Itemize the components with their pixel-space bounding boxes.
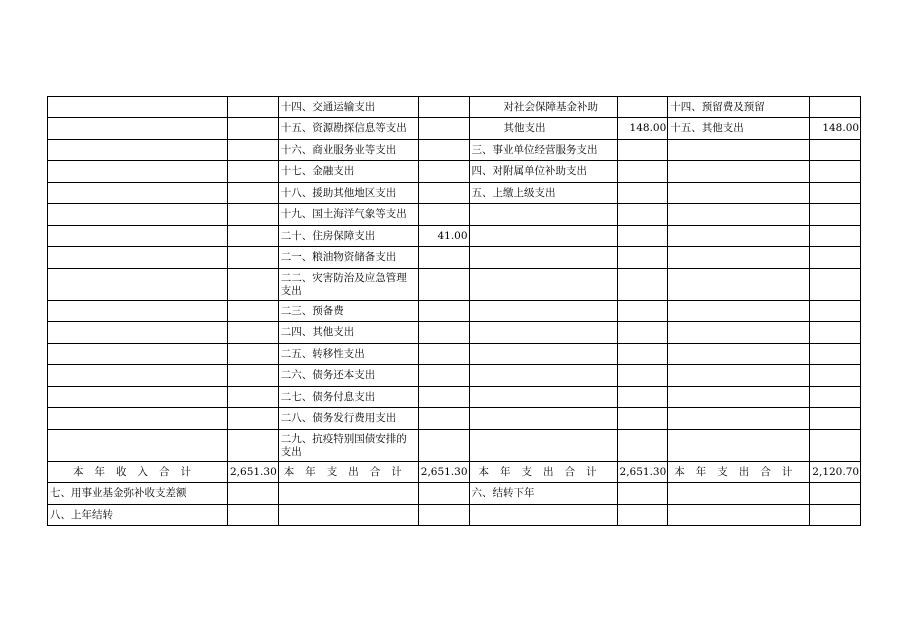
expense-nature-amount-cell <box>617 483 668 505</box>
expense-economic-amount-cell: 148.00 <box>810 118 861 140</box>
income-item-cell <box>48 204 228 226</box>
income-item-cell <box>48 301 228 322</box>
expense-economic-amount-cell <box>810 408 861 430</box>
income-item-cell <box>48 408 228 430</box>
income-total-amount: 2,651.30 <box>228 462 279 483</box>
expense-function-amount-cell <box>418 301 469 322</box>
expense-nature-amount-cell <box>617 97 668 118</box>
income-amount-cell <box>228 322 279 344</box>
income-item-cell <box>48 183 228 204</box>
expense-economic-amount-cell <box>810 344 861 365</box>
income-amount-cell <box>228 140 279 161</box>
expense-function-cell: 二三、预备费 <box>278 301 418 322</box>
expense-economic-cell <box>668 226 810 247</box>
income-total-label: 本年收入合计 <box>48 462 228 483</box>
income-amount-cell <box>228 226 279 247</box>
expense-economic-amount-cell <box>810 183 861 204</box>
expense-function-amount-cell <box>418 344 469 365</box>
expense-function-amount-cell <box>418 505 469 526</box>
income-amount-cell <box>228 204 279 226</box>
expense-economic-cell <box>668 505 810 526</box>
expense-economic-cell <box>668 204 810 226</box>
expense-function-cell: 十四、交通运输支出 <box>278 97 418 118</box>
expense-economic-amount-cell <box>810 483 861 505</box>
expense-function-cell: 二九、抗疫特别国债安排的支出 <box>278 430 418 462</box>
expense-nature-cell <box>469 226 617 247</box>
expense-economic-cell <box>668 408 810 430</box>
income-amount-cell <box>228 247 279 269</box>
income-item-cell <box>48 226 228 247</box>
expense-function-cell: 二八、债务发行费用支出 <box>278 408 418 430</box>
expense-nature-amount-cell <box>617 204 668 226</box>
table-row <box>48 344 861 365</box>
income-item-cell: 八、上年结转 <box>48 505 228 526</box>
expense-nature-cell <box>469 322 617 344</box>
expense-economic-amount-cell <box>810 247 861 269</box>
expense-nature-amount-cell <box>617 301 668 322</box>
table-row <box>48 140 861 161</box>
expense-nature-cell <box>469 301 617 322</box>
expense-function-cell: 二四、其他支出 <box>278 322 418 344</box>
income-amount-cell <box>228 365 279 387</box>
table-row <box>48 322 861 344</box>
expense-economic-cell <box>668 344 810 365</box>
expense-function-amount-cell: 41.00 <box>418 226 469 247</box>
expense-nature-amount-cell <box>617 344 668 365</box>
expense-economic-amount-cell <box>810 140 861 161</box>
expense-function-amount-cell <box>418 204 469 226</box>
income-item-cell <box>48 322 228 344</box>
expense-function-amount-cell <box>418 387 469 408</box>
expense-nature-amount-cell <box>617 322 668 344</box>
table-row <box>48 430 861 462</box>
expense-function-cell: 二七、债务付息支出 <box>278 387 418 408</box>
expense-function-cell: 十六、商业服务业等支出 <box>278 140 418 161</box>
table-row <box>48 505 861 526</box>
expense-nature-amount-cell <box>617 387 668 408</box>
expense-economic-cell <box>668 387 810 408</box>
expense-economic-cell <box>668 247 810 269</box>
income-item-cell <box>48 269 228 301</box>
expense-economic-amount-cell <box>810 161 861 183</box>
expense-nature-amount-cell <box>617 505 668 526</box>
income-amount-cell <box>228 408 279 430</box>
income-item-cell <box>48 247 228 269</box>
expense-economic-total-amount: 2,120.70 <box>810 462 861 483</box>
expense-function-cell: 二五、转移性支出 <box>278 344 418 365</box>
table-row <box>48 247 861 269</box>
table-row <box>48 204 861 226</box>
expense-economic-cell <box>668 322 810 344</box>
expense-economic-amount-cell <box>810 301 861 322</box>
expense-nature-cell <box>469 387 617 408</box>
expense-function-cell: 二十、住房保障支出 <box>278 226 418 247</box>
expense-function-cell: 十五、资源勘探信息等支出 <box>278 118 418 140</box>
expense-function-amount-cell <box>418 118 469 140</box>
expense-nature-cell <box>469 344 617 365</box>
table-row <box>48 97 861 118</box>
expense-function-amount-cell <box>418 183 469 204</box>
expense-nature-cell <box>469 204 617 226</box>
expense-economic-amount-cell <box>810 505 861 526</box>
expense-economic-amount-cell <box>810 387 861 408</box>
expense-nature-cell <box>469 247 617 269</box>
expense-economic-cell: 十五、其他支出 <box>668 118 810 140</box>
expense-economic-cell <box>668 183 810 204</box>
expense-function-cell: 十八、援助其他地区支出 <box>278 183 418 204</box>
expense-nature-amount-cell <box>617 183 668 204</box>
income-item-cell <box>48 140 228 161</box>
income-item-cell <box>48 387 228 408</box>
expense-nature-amount-cell <box>617 408 668 430</box>
budget-table <box>47 96 861 526</box>
expense-nature-total-amount: 2,651.30 <box>617 462 668 483</box>
expense-function-cell: 二六、债务还本支出 <box>278 365 418 387</box>
expense-economic-cell <box>668 365 810 387</box>
expense-function-amount-cell <box>418 408 469 430</box>
expense-nature-cell <box>469 269 617 301</box>
expense-economic-cell <box>668 483 810 505</box>
table-row <box>48 269 861 301</box>
table-row <box>48 462 861 483</box>
expense-function-amount-cell <box>418 365 469 387</box>
table-row <box>48 226 861 247</box>
expense-nature-amount-cell <box>617 269 668 301</box>
expense-nature-amount-cell <box>617 365 668 387</box>
income-item-cell <box>48 97 228 118</box>
expense-function-cell <box>278 483 418 505</box>
expense-function-amount-cell <box>418 97 469 118</box>
income-amount-cell <box>228 430 279 462</box>
expense-economic-cell <box>668 140 810 161</box>
expense-economic-cell <box>668 430 810 462</box>
expense-economic-cell <box>668 301 810 322</box>
expense-economic-amount-cell <box>810 204 861 226</box>
expense-economic-cell: 十四、预留费及预留 <box>668 97 810 118</box>
expense-nature-cell <box>469 430 617 462</box>
expense-nature-cell <box>469 365 617 387</box>
expense-nature-amount-cell <box>617 430 668 462</box>
expense-nature-cell: 四、对附属单位补助支出 <box>469 161 617 183</box>
expense-nature-cell: 其他支出 <box>469 118 617 140</box>
expense-nature-cell <box>469 505 617 526</box>
expense-economic-cell <box>668 269 810 301</box>
table-row <box>48 483 861 505</box>
income-amount-cell <box>228 505 279 526</box>
table-row <box>48 183 861 204</box>
income-amount-cell <box>228 118 279 140</box>
income-item-cell <box>48 365 228 387</box>
expense-function-total-label: 本年支出合计 <box>278 462 418 483</box>
expense-economic-amount-cell <box>810 226 861 247</box>
expense-nature-cell: 对社会保障基金补助 <box>469 97 617 118</box>
expense-nature-total-label: 本年支出合计 <box>469 462 617 483</box>
income-amount-cell <box>228 97 279 118</box>
expense-economic-amount-cell <box>810 97 861 118</box>
expense-nature-amount-cell <box>617 247 668 269</box>
income-amount-cell <box>228 301 279 322</box>
expense-function-cell: 二二、灾害防治及应急管理支出 <box>278 269 418 301</box>
income-item-cell <box>48 118 228 140</box>
table-row <box>48 365 861 387</box>
expense-function-amount-cell <box>418 269 469 301</box>
expense-function-cell: 十七、金融支出 <box>278 161 418 183</box>
expense-function-amount-cell <box>418 483 469 505</box>
expense-economic-amount-cell <box>810 430 861 462</box>
table-row <box>48 301 861 322</box>
table-row <box>48 408 861 430</box>
expense-nature-amount-cell <box>617 161 668 183</box>
table-row <box>48 118 861 140</box>
expense-nature-cell: 三、事业单位经营服务支出 <box>469 140 617 161</box>
expense-function-total-amount: 2,651.30 <box>418 462 469 483</box>
income-item-cell: 七、用事业基金弥补收支差额 <box>48 483 228 505</box>
expense-function-cell <box>278 505 418 526</box>
expense-nature-cell: 六、结转下年 <box>469 483 617 505</box>
expense-nature-amount-cell <box>617 140 668 161</box>
expense-function-amount-cell <box>418 161 469 183</box>
income-amount-cell <box>228 269 279 301</box>
table-row <box>48 161 861 183</box>
expense-function-amount-cell <box>418 140 469 161</box>
expense-function-amount-cell <box>418 430 469 462</box>
expense-economic-amount-cell <box>810 365 861 387</box>
income-amount-cell <box>228 344 279 365</box>
expense-nature-amount-cell: 148.00 <box>617 118 668 140</box>
income-item-cell <box>48 430 228 462</box>
expense-economic-amount-cell <box>810 269 861 301</box>
expense-function-cell: 十九、国土海洋气象等支出 <box>278 204 418 226</box>
expense-nature-cell: 五、上缴上级支出 <box>469 183 617 204</box>
expense-function-amount-cell <box>418 322 469 344</box>
income-item-cell <box>48 161 228 183</box>
expense-nature-cell <box>469 408 617 430</box>
table-row <box>48 387 861 408</box>
expense-nature-amount-cell <box>617 226 668 247</box>
income-amount-cell <box>228 387 279 408</box>
expense-economic-total-label: 本年支出合计 <box>668 462 810 483</box>
income-amount-cell <box>228 183 279 204</box>
expense-economic-amount-cell <box>810 322 861 344</box>
expense-economic-cell <box>668 161 810 183</box>
income-amount-cell <box>228 161 279 183</box>
expense-function-cell: 二一、粮油物资储备支出 <box>278 247 418 269</box>
income-item-cell <box>48 344 228 365</box>
income-amount-cell <box>228 483 279 505</box>
expense-function-amount-cell <box>418 247 469 269</box>
